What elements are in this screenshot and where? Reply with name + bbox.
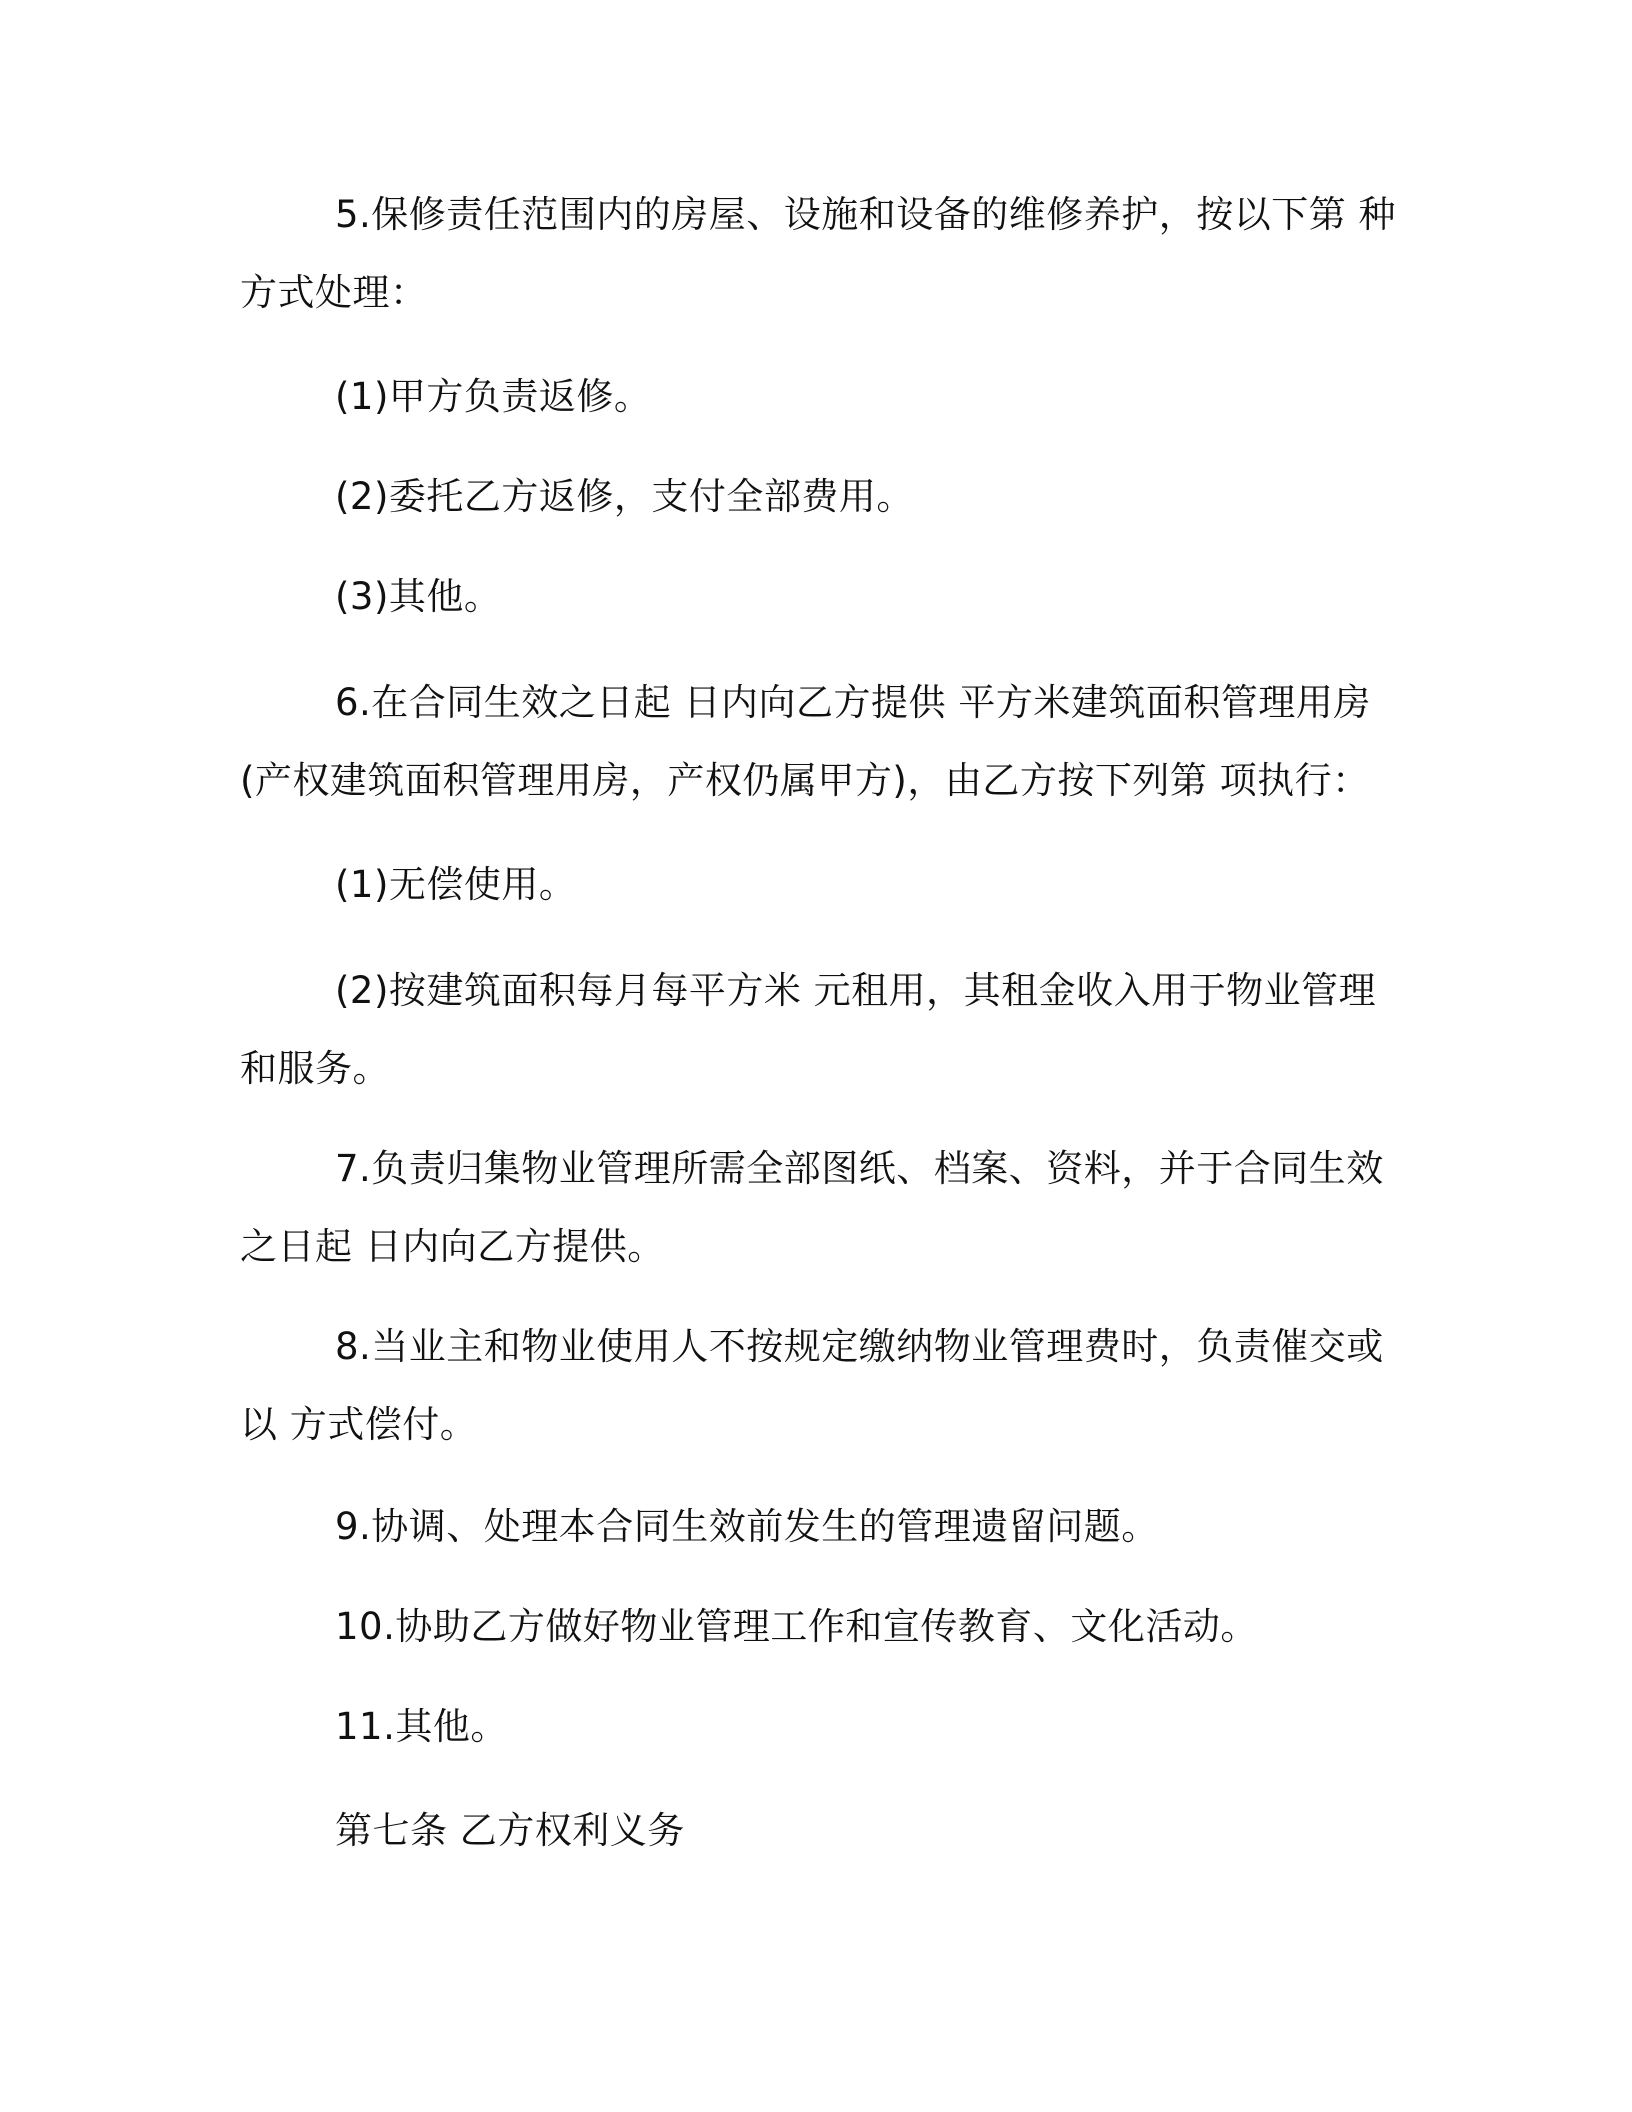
paragraph-item-9: [240, 1488, 1390, 1566]
paragraph-subitem-3: [240, 558, 1390, 636]
paragraph-item-8: [240, 1308, 1390, 1464]
section-heading-text: 第七条 乙方权利义务: [335, 1809, 685, 1852]
paragraph-line: (产权建筑面积管理用房，产权仍属甲方)，由乙方按下列第 项执行：: [240, 759, 1370, 802]
paragraph-item-7: [240, 1130, 1390, 1286]
paragraph-line: 方式处理：: [240, 271, 428, 314]
paragraph-line: 5.保修责任范围内的房屋、设施和设备的维修养护，按以下第 种: [335, 193, 1397, 236]
section-heading: [240, 1792, 1390, 1870]
paragraph-subitem-2: [240, 458, 1390, 536]
paragraph-subitem-1: [240, 358, 1390, 436]
paragraph-line: 9.协调、处理本合同生效前发生的管理遗留问题。: [335, 1505, 1159, 1548]
paragraph-line: 10.协助乙方做好物业管理工作和宣传教育、文化活动。: [335, 1605, 1258, 1648]
paragraph-item-6: [240, 664, 1390, 820]
paragraph-line: 8.当业主和物业使用人不按规定缴纳物业管理费时，负责催交或: [335, 1325, 1384, 1368]
paragraph-subitem-1: [240, 846, 1390, 924]
paragraph-item-5: [240, 176, 1397, 332]
paragraph-line: (1)无偿使用。: [335, 863, 577, 906]
paragraph-line: 之日起 日内向乙方提供。: [240, 1225, 665, 1268]
paragraph-item-10: [240, 1588, 1390, 1666]
paragraph-line: (2)委托乙方返修，支付全部费用。: [335, 475, 914, 518]
paragraph-line: 7.负责归集物业管理所需全部图纸、档案、资料，并于合同生效: [335, 1147, 1384, 1190]
paragraph-line: 和服务。: [240, 1047, 390, 1090]
paragraph-line: 6.在合同生效之日起 日内向乙方提供 平方米建筑面积管理用房: [335, 681, 1371, 724]
paragraph-subitem-2: [240, 952, 1390, 1108]
paragraph-line: 11.其他。: [335, 1705, 508, 1748]
paragraph-line: (3)其他。: [335, 575, 502, 618]
paragraph-line: (2)按建筑面积每月每平方米 元租用，其租金收入用于物业管理: [335, 969, 1377, 1012]
paragraph-line: 以 方式偿付。: [240, 1403, 478, 1446]
paragraph-item-11: [240, 1688, 1390, 1766]
paragraph-line: (1)甲方负责返修。: [335, 375, 652, 418]
